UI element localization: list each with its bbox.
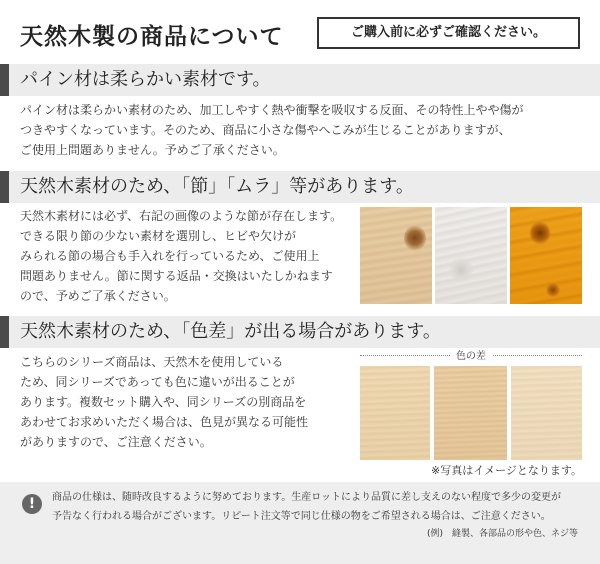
photo-note: ※写真はイメージとなります。 xyxy=(430,464,582,477)
knots-description xyxy=(20,206,342,306)
softwood-description xyxy=(20,100,524,160)
section-bar xyxy=(0,64,9,96)
text-line: あわせてお求めいただく場合は、色見が異なる可能性 xyxy=(20,415,309,429)
color-sample-3 xyxy=(511,366,582,460)
footer-text xyxy=(52,488,561,526)
header xyxy=(0,0,600,64)
color-diff-label-text: 色の差 xyxy=(450,351,492,362)
section-bar xyxy=(0,316,9,348)
text-line: ので、予めご了承ください。 xyxy=(20,289,176,303)
color-sample-1 xyxy=(360,366,430,460)
section-band-knots xyxy=(0,171,600,203)
color-sample-2 xyxy=(434,366,507,460)
knot-mark xyxy=(530,221,550,245)
exclamation-icon: ! xyxy=(22,494,42,514)
color-diff-label xyxy=(360,347,582,363)
text-line: できる限り節の少ない素材を選別し、ヒビや欠けが xyxy=(20,229,297,243)
knot-mark xyxy=(449,257,473,283)
text-line: 商品の仕様は、随時改良するように努めております。生産ロットにより品質に差し支えのない程度で多少の変更が xyxy=(52,492,561,503)
text-line: ため、同シリーズであっても色に違いが出ることが xyxy=(20,375,295,389)
section-title-knots: 天然木素材のため、「節」「ムラ」等があります。 xyxy=(20,176,414,197)
text-line: あります。複数セット購入や、同シリーズの別商品を xyxy=(20,395,307,409)
section-bar xyxy=(0,171,9,203)
section-title-color-diff: 天然木素材のため、「色差」が出る場合があります。 xyxy=(20,321,441,342)
knot-photo-amber-pine xyxy=(510,207,582,304)
section-band-color-diff xyxy=(0,316,600,348)
knot-mark xyxy=(546,283,560,297)
footer-example: (例) 縫製、各部品の形や色、ネジ等 xyxy=(426,529,578,539)
knot-photo-white-pine xyxy=(435,207,507,304)
color-diff-description xyxy=(20,352,308,452)
knot-mark xyxy=(404,225,426,251)
section-title-softwood: パイン材は柔らかい素材です。 xyxy=(20,69,271,90)
notice-text: ご購入前に必ずご確認ください。 xyxy=(350,25,546,40)
section-band-softwood xyxy=(0,64,600,96)
page-title: 天然木製の商品について xyxy=(20,23,284,50)
text-line: がありますので、ご注意ください。 xyxy=(20,435,212,449)
text-line: パイン材は柔らかい素材のため、加工しやすく熱や衝撃を吸収する反面、その特性上やや傷が xyxy=(20,103,524,117)
text-line: みられる節の場合も手入れを行っているため、ご使用上 xyxy=(20,249,320,263)
text-line: 予告なく行われる場合がございます。リピート注文等で同じ仕様の物をご希望される場合は、ご注意ください。 xyxy=(52,511,551,522)
text-line: 天然木素材には必ず、右記の画像のような節が存在します。 xyxy=(20,209,343,223)
text-line: つきやすくなっています。そのため、商品に小さな傷やへこみが生じることがありますが、 xyxy=(20,123,511,137)
notice-box xyxy=(317,17,580,49)
knot-photo-light-pine xyxy=(360,207,432,304)
text-line: こちらのシリーズ商品は、天然木を使用している xyxy=(20,355,284,369)
text-line: 問題ありません。節に関する返品・交換はいたしかねます xyxy=(20,269,333,283)
text-line: ご使用上問題ありません。予めご了承ください。 xyxy=(20,143,285,157)
